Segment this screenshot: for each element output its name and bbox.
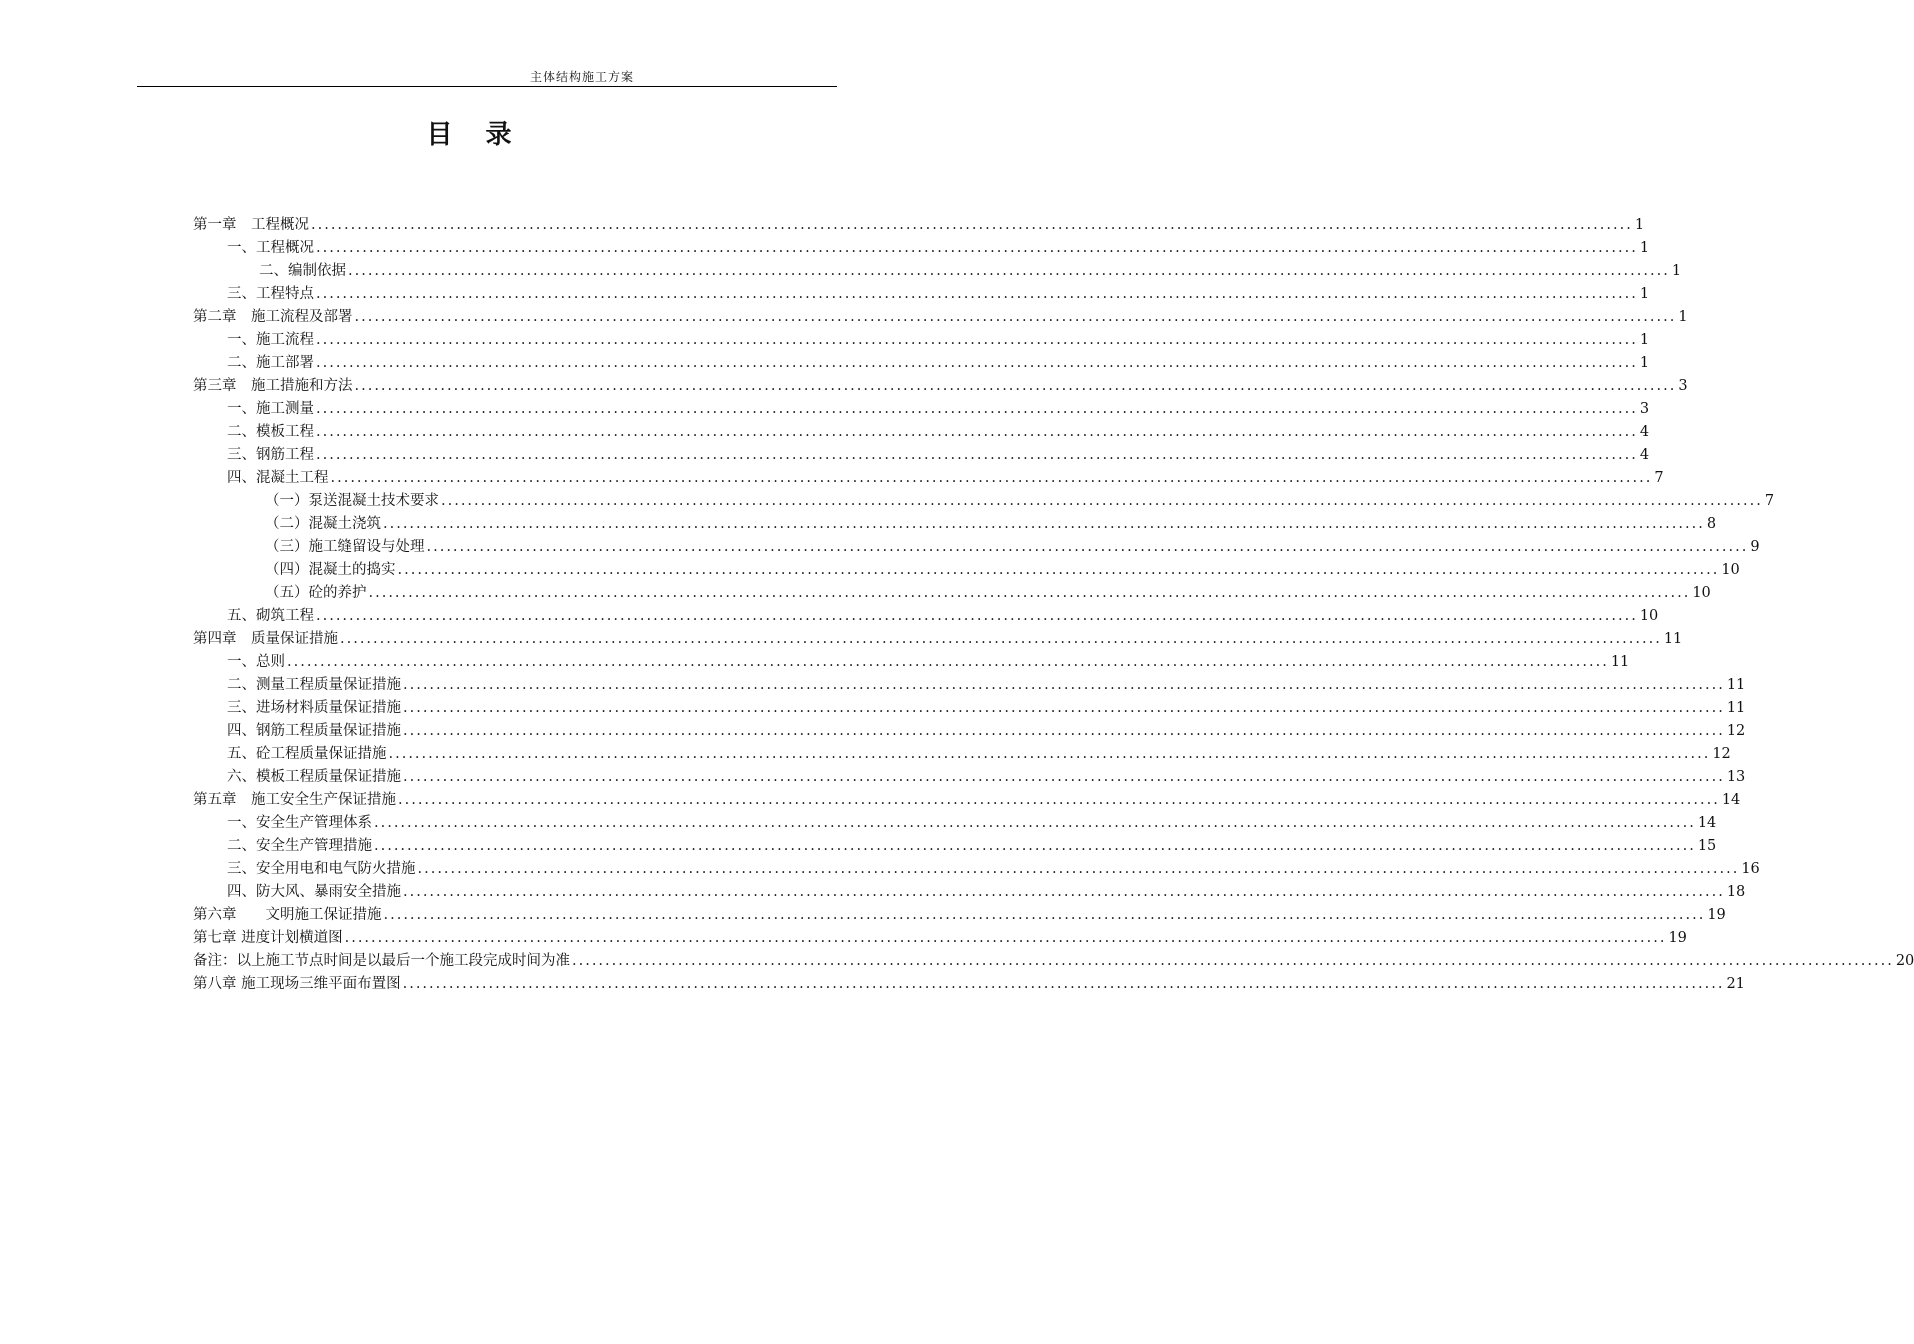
toc-entry[interactable]	[193, 811, 1717, 834]
toc-dot-leader: ........................................................................................................................................................................................................	[316, 286, 1638, 302]
toc-dot-leader: ........................................................................................................................................................................................................	[417, 861, 1740, 877]
toc-entry-label: （一）泵送混凝土技术要求	[265, 493, 439, 509]
toc-entry-page: 1	[1671, 263, 1682, 279]
toc-dot-leader: ........................................................................................................................................................................................................	[403, 884, 1725, 900]
toc-dot-leader: ........................................................................................................................................................................................................	[316, 424, 1638, 440]
toc-entry-page: 10	[1639, 608, 1659, 624]
page-title: 目 录	[426, 120, 524, 150]
toc-entry-page: 16	[1741, 861, 1760, 877]
toc-entry-label: 三、安全用电和电气防火措施	[227, 861, 416, 877]
toc-entry[interactable]	[193, 374, 1688, 397]
toc-dot-leader: ........................................................................................................................................................................................................	[344, 930, 1667, 946]
toc-entry-page: 1	[1639, 355, 1650, 371]
toc-entry[interactable]	[193, 627, 1683, 650]
toc-entry-page: 4	[1639, 447, 1650, 463]
toc-entry-page: 18	[1726, 884, 1746, 900]
toc-dot-leader: ........................................................................................................................................................................................................	[287, 654, 1609, 670]
toc-dot-leader: ........................................................................................................................................................................................................	[374, 838, 1696, 854]
toc-dot-leader: ........................................................................................................................................................................................................	[403, 677, 1725, 693]
toc-entry-label: 三、工程特点	[227, 286, 314, 302]
toc-dot-leader: ........................................................................................................................................................................................................	[383, 907, 1706, 923]
toc-dot-leader: ........................................................................................................................................................................................................	[348, 263, 1670, 279]
toc-entry-page: 1	[1639, 240, 1650, 256]
toc-entry-page: 1	[1678, 309, 1688, 325]
toc-entry-label: 一、工程概况	[227, 240, 314, 256]
toc-entry[interactable]	[193, 926, 1687, 949]
toc-entry-label: 第二章 施工流程及部署	[193, 309, 353, 325]
toc-dot-leader: ........................................................................................................................................................................................................	[330, 470, 1653, 486]
toc-entry-label: （四）混凝土的捣实	[265, 562, 396, 578]
toc-entry[interactable]	[193, 788, 1741, 811]
toc-entry-label: 二、模板工程	[227, 424, 314, 440]
toc-entry-page: 1	[1639, 332, 1650, 348]
toc-entry-label: 第四章 质量保证措施	[193, 631, 338, 647]
toc-entry[interactable]	[193, 696, 1746, 719]
toc-entry-label: 四、钢筋工程质量保证措施	[227, 723, 401, 739]
toc-entry[interactable]	[193, 213, 1645, 236]
toc-dot-leader: ........................................................................................................................................................................................................	[316, 447, 1638, 463]
toc-entry[interactable]	[193, 949, 1914, 972]
toc-entry-label: （三）施工缝留设与处理	[265, 539, 425, 555]
toc-entry[interactable]	[193, 903, 1726, 926]
toc-dot-leader: ........................................................................................................................................................................................................	[388, 746, 1711, 762]
toc-entry[interactable]	[193, 420, 1650, 443]
toc-dot-leader: ........................................................................................................................................................................................................	[340, 631, 1662, 647]
toc-dot-leader: ........................................................................................................................................................................................................	[316, 355, 1638, 371]
toc-dot-leader: ........................................................................................................................................................................................................	[383, 516, 1705, 532]
toc-entry-page: 21	[1726, 976, 1745, 992]
toc-entry-page: 1	[1634, 217, 1645, 233]
toc-entry-page: 13	[1726, 769, 1746, 785]
toc-entry-page: 7	[1654, 470, 1664, 486]
toc-entry-label: 第六章 文明施工保证措施	[193, 907, 382, 923]
toc-entry-label: 备注：以上施工节点时间是以最后一个施工段完成时间为准	[193, 953, 570, 969]
header-title: 主体结构施工方案	[530, 70, 635, 84]
toc-entry-page: 11	[1610, 654, 1630, 670]
toc-entry-page: 9	[1750, 539, 1760, 555]
toc-entry-label: 一、施工流程	[227, 332, 314, 348]
toc-entry[interactable]	[193, 535, 1760, 558]
toc-entry-label: 第一章 工程概况	[193, 217, 309, 233]
toc-entry-page: 3	[1678, 378, 1688, 394]
toc-entry[interactable]	[193, 558, 1740, 581]
toc-entry-page: 10	[1692, 585, 1711, 601]
toc-entry-page: 12	[1712, 746, 1731, 762]
toc-entry[interactable]	[193, 512, 1717, 535]
toc-entry-label: 二、施工部署	[227, 355, 314, 371]
toc-dot-leader: ........................................................................................................................................................................................................	[403, 769, 1725, 785]
toc-entry-page: 11	[1726, 700, 1746, 716]
toc-entry[interactable]	[193, 581, 1711, 604]
toc-entry-label: 六、模板工程质量保证措施	[227, 769, 401, 785]
toc-entry[interactable]	[193, 742, 1731, 765]
toc-entry-label: 一、施工测量	[227, 401, 314, 417]
toc-entry-page: 7	[1764, 493, 1775, 509]
toc-dot-leader: ........................................................................................................................................................................................................	[316, 240, 1638, 256]
toc-entry-label: 三、进场材料质量保证措施	[227, 700, 401, 716]
toc-entry-page: 15	[1697, 838, 1717, 854]
toc-entry-page: 12	[1726, 723, 1746, 739]
toc-dot-leader: ........................................................................................................................................................................................................	[316, 608, 1638, 624]
toc-dot-leader: ........................................................................................................................................................................................................	[398, 792, 1720, 808]
toc-entry-page: 11	[1663, 631, 1683, 647]
toc-dot-leader: ........................................................................................................................................................................................................	[354, 309, 1677, 325]
toc-entry[interactable]	[193, 972, 1745, 995]
toc-entry-label: 五、砼工程质量保证措施	[227, 746, 387, 762]
toc-dot-leader: ........................................................................................................................................................................................................	[374, 815, 1696, 831]
toc-dot-leader: ........................................................................................................................................................................................................	[316, 401, 1638, 417]
toc-entry[interactable]	[193, 857, 1760, 880]
toc-entry[interactable]	[193, 397, 1650, 420]
toc-entry-page: 14	[1697, 815, 1717, 831]
toc-dot-leader: ........................................................................................................................................................................................................	[441, 493, 1763, 509]
toc-dot-leader: ........................................................................................................................................................................................................	[397, 562, 1720, 578]
table-of-contents	[193, 213, 1914, 995]
toc-entry-page: 19	[1707, 907, 1726, 923]
toc-entry[interactable]	[193, 443, 1650, 466]
toc-entry[interactable]	[193, 880, 1746, 903]
toc-entry[interactable]	[193, 282, 1650, 305]
toc-entry-page: 11	[1726, 677, 1746, 693]
toc-entry-label: （五）砼的养护	[265, 585, 367, 601]
toc-entry[interactable]	[193, 719, 1746, 742]
toc-dot-leader: ........................................................................................................................................................................................................	[311, 217, 1633, 233]
toc-entry-label: 一、安全生产管理体系	[227, 815, 372, 831]
toc-entry[interactable]	[193, 765, 1746, 788]
toc-dot-leader: ........................................................................................................................................................................................................	[316, 332, 1638, 348]
toc-dot-leader: ........................................................................................................................................................................................................	[403, 700, 1725, 716]
toc-entry-page: 19	[1668, 930, 1687, 946]
toc-entry-label: 一、总则	[227, 654, 285, 670]
toc-entry-label: 二、编制依据	[259, 263, 346, 279]
toc-entry-page: 14	[1721, 792, 1741, 808]
toc-entry-label: 第三章 施工措施和方法	[193, 378, 353, 394]
toc-entry-label: 第五章 施工安全生产保证措施	[193, 792, 396, 808]
toc-dot-leader: ........................................................................................................................................................................................................	[572, 953, 1894, 969]
toc-entry[interactable]	[193, 650, 1630, 673]
page-header	[137, 66, 837, 87]
toc-entry-label: 五、砌筑工程	[227, 608, 314, 624]
toc-entry[interactable]	[193, 466, 1664, 489]
toc-dot-leader: ........................................................................................................................................................................................................	[426, 539, 1749, 555]
toc-entry-page: 4	[1639, 424, 1650, 440]
toc-entry-label: 第八章 施工现场三维平面布置图	[193, 976, 401, 992]
toc-entry-label: （二）混凝土浇筑	[265, 516, 381, 532]
toc-entry[interactable]	[193, 489, 1775, 512]
toc-entry[interactable]	[193, 604, 1659, 627]
toc-entry-label: 二、测量工程质量保证措施	[227, 677, 401, 693]
toc-entry-label: 四、混凝土工程	[227, 470, 329, 486]
toc-entry[interactable]	[193, 259, 1682, 282]
toc-dot-leader: ........................................................................................................................................................................................................	[368, 585, 1691, 601]
toc-entry-page: 1	[1639, 286, 1650, 302]
toc-entry-page: 10	[1721, 562, 1740, 578]
toc-entry-label: 四、防大风、暴雨安全措施	[227, 884, 401, 900]
toc-entry[interactable]	[193, 305, 1688, 328]
toc-entry[interactable]	[193, 673, 1746, 696]
toc-entry[interactable]	[193, 328, 1650, 351]
toc-entry-label: 三、钢筋工程	[227, 447, 314, 463]
toc-entry-page: 20	[1895, 953, 1914, 969]
toc-dot-leader: ........................................................................................................................................................................................................	[403, 723, 1725, 739]
toc-entry[interactable]	[193, 236, 1650, 259]
toc-entry-label: 二、安全生产管理措施	[227, 838, 372, 854]
toc-entry-label: 第七章 进度计划横道图	[193, 930, 343, 946]
toc-entry[interactable]	[193, 834, 1717, 857]
toc-entry[interactable]	[193, 351, 1650, 374]
toc-entry-page: 3	[1639, 401, 1650, 417]
toc-dot-leader: ........................................................................................................................................................................................................	[354, 378, 1677, 394]
toc-dot-leader: ........................................................................................................................................................................................................	[402, 976, 1725, 992]
toc-entry-page: 8	[1706, 516, 1717, 532]
